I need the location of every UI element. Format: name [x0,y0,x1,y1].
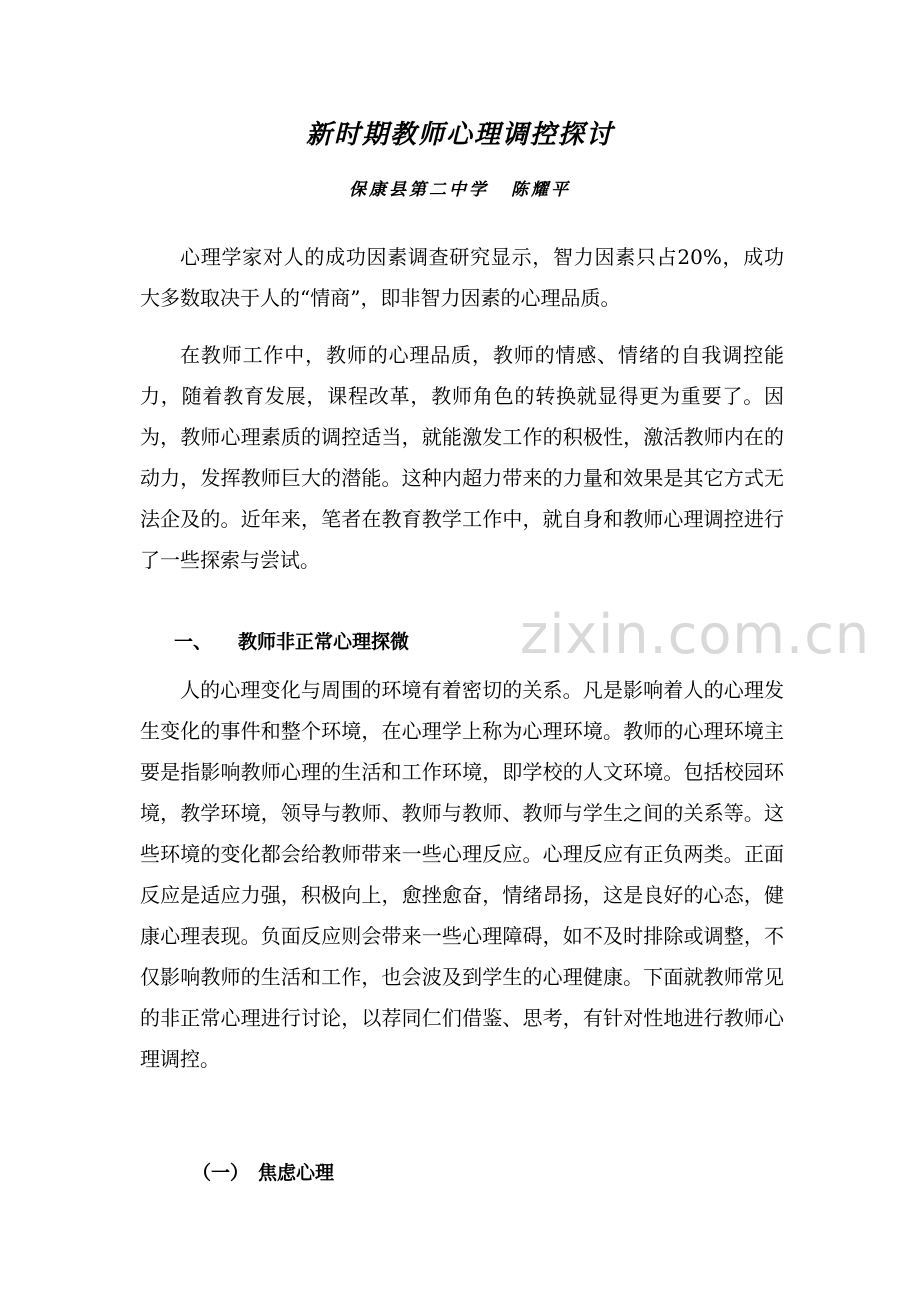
paragraph-intro: 心理学家对人的成功因素调查研究显示，智力因素只占20%，成功大多数取决于人的“情商”，即非智力因素的心理品质。 [140,245,784,310]
section-number: 一、 [174,631,213,653]
section-heading-text: 教师非正常心理探微 [238,631,410,653]
section-heading [174,627,409,657]
watermark-text: zixin.com.cn [520,603,871,666]
school-name: 保康县第二中学 [349,180,489,200]
document-title: 新时期教师心理调控探讨 [305,120,614,150]
byline [0,175,920,200]
subsection-number: （一） [192,1162,250,1184]
paragraph-teacher-work: 在教师工作中，教师的心理品质，教师的情感、情绪的自我调控能力，随着教育发展，课程改革，教师角色的转换就显得更为重要了。因为，教师心理素质的调控适当，就能激发工作的积极性，激活教师内在的动力，发挥教师巨大的潜能。这种内超力带来的力量和效果是其它方式无法企及的。近年来，笔者在教育教学工作中，就自身和教师心理调控进行了一些探索与尝试。 [140,343,784,572]
author-name: 陈耀平 [511,180,571,200]
paragraph-environment: 人的心理变化与周围的环境有着密切的关系。凡是影响着人的心理发生变化的事件和整个环境，在心理学上称为心理环境。教师的心理环境主要是指影响教师心理的生活和工作环境，即学校的人文环境。包括校园环境，教学环境，领导与教师、教师与教师、教师与学生之间的关系等。这些环境的变化都会给教师带来一些心理反应。心理反应有正负两类。正面反应是适应力强，积极向上，愈挫愈奋，情绪昂扬，这是良好的心态，健康心理表现。负面反应则会带来一些心理障碍，如不及时排除或调整，不仅影响教师的生活和工作，也会波及到学生的心理健康。下面就教师常见的非正常心理进行讨论，以荐同仁们借鉴、思考，有针对性地进行教师心理调控。 [140,678,784,1071]
subsection-heading [192,1158,334,1188]
subsection-heading-text: 焦虑心理 [258,1162,335,1184]
